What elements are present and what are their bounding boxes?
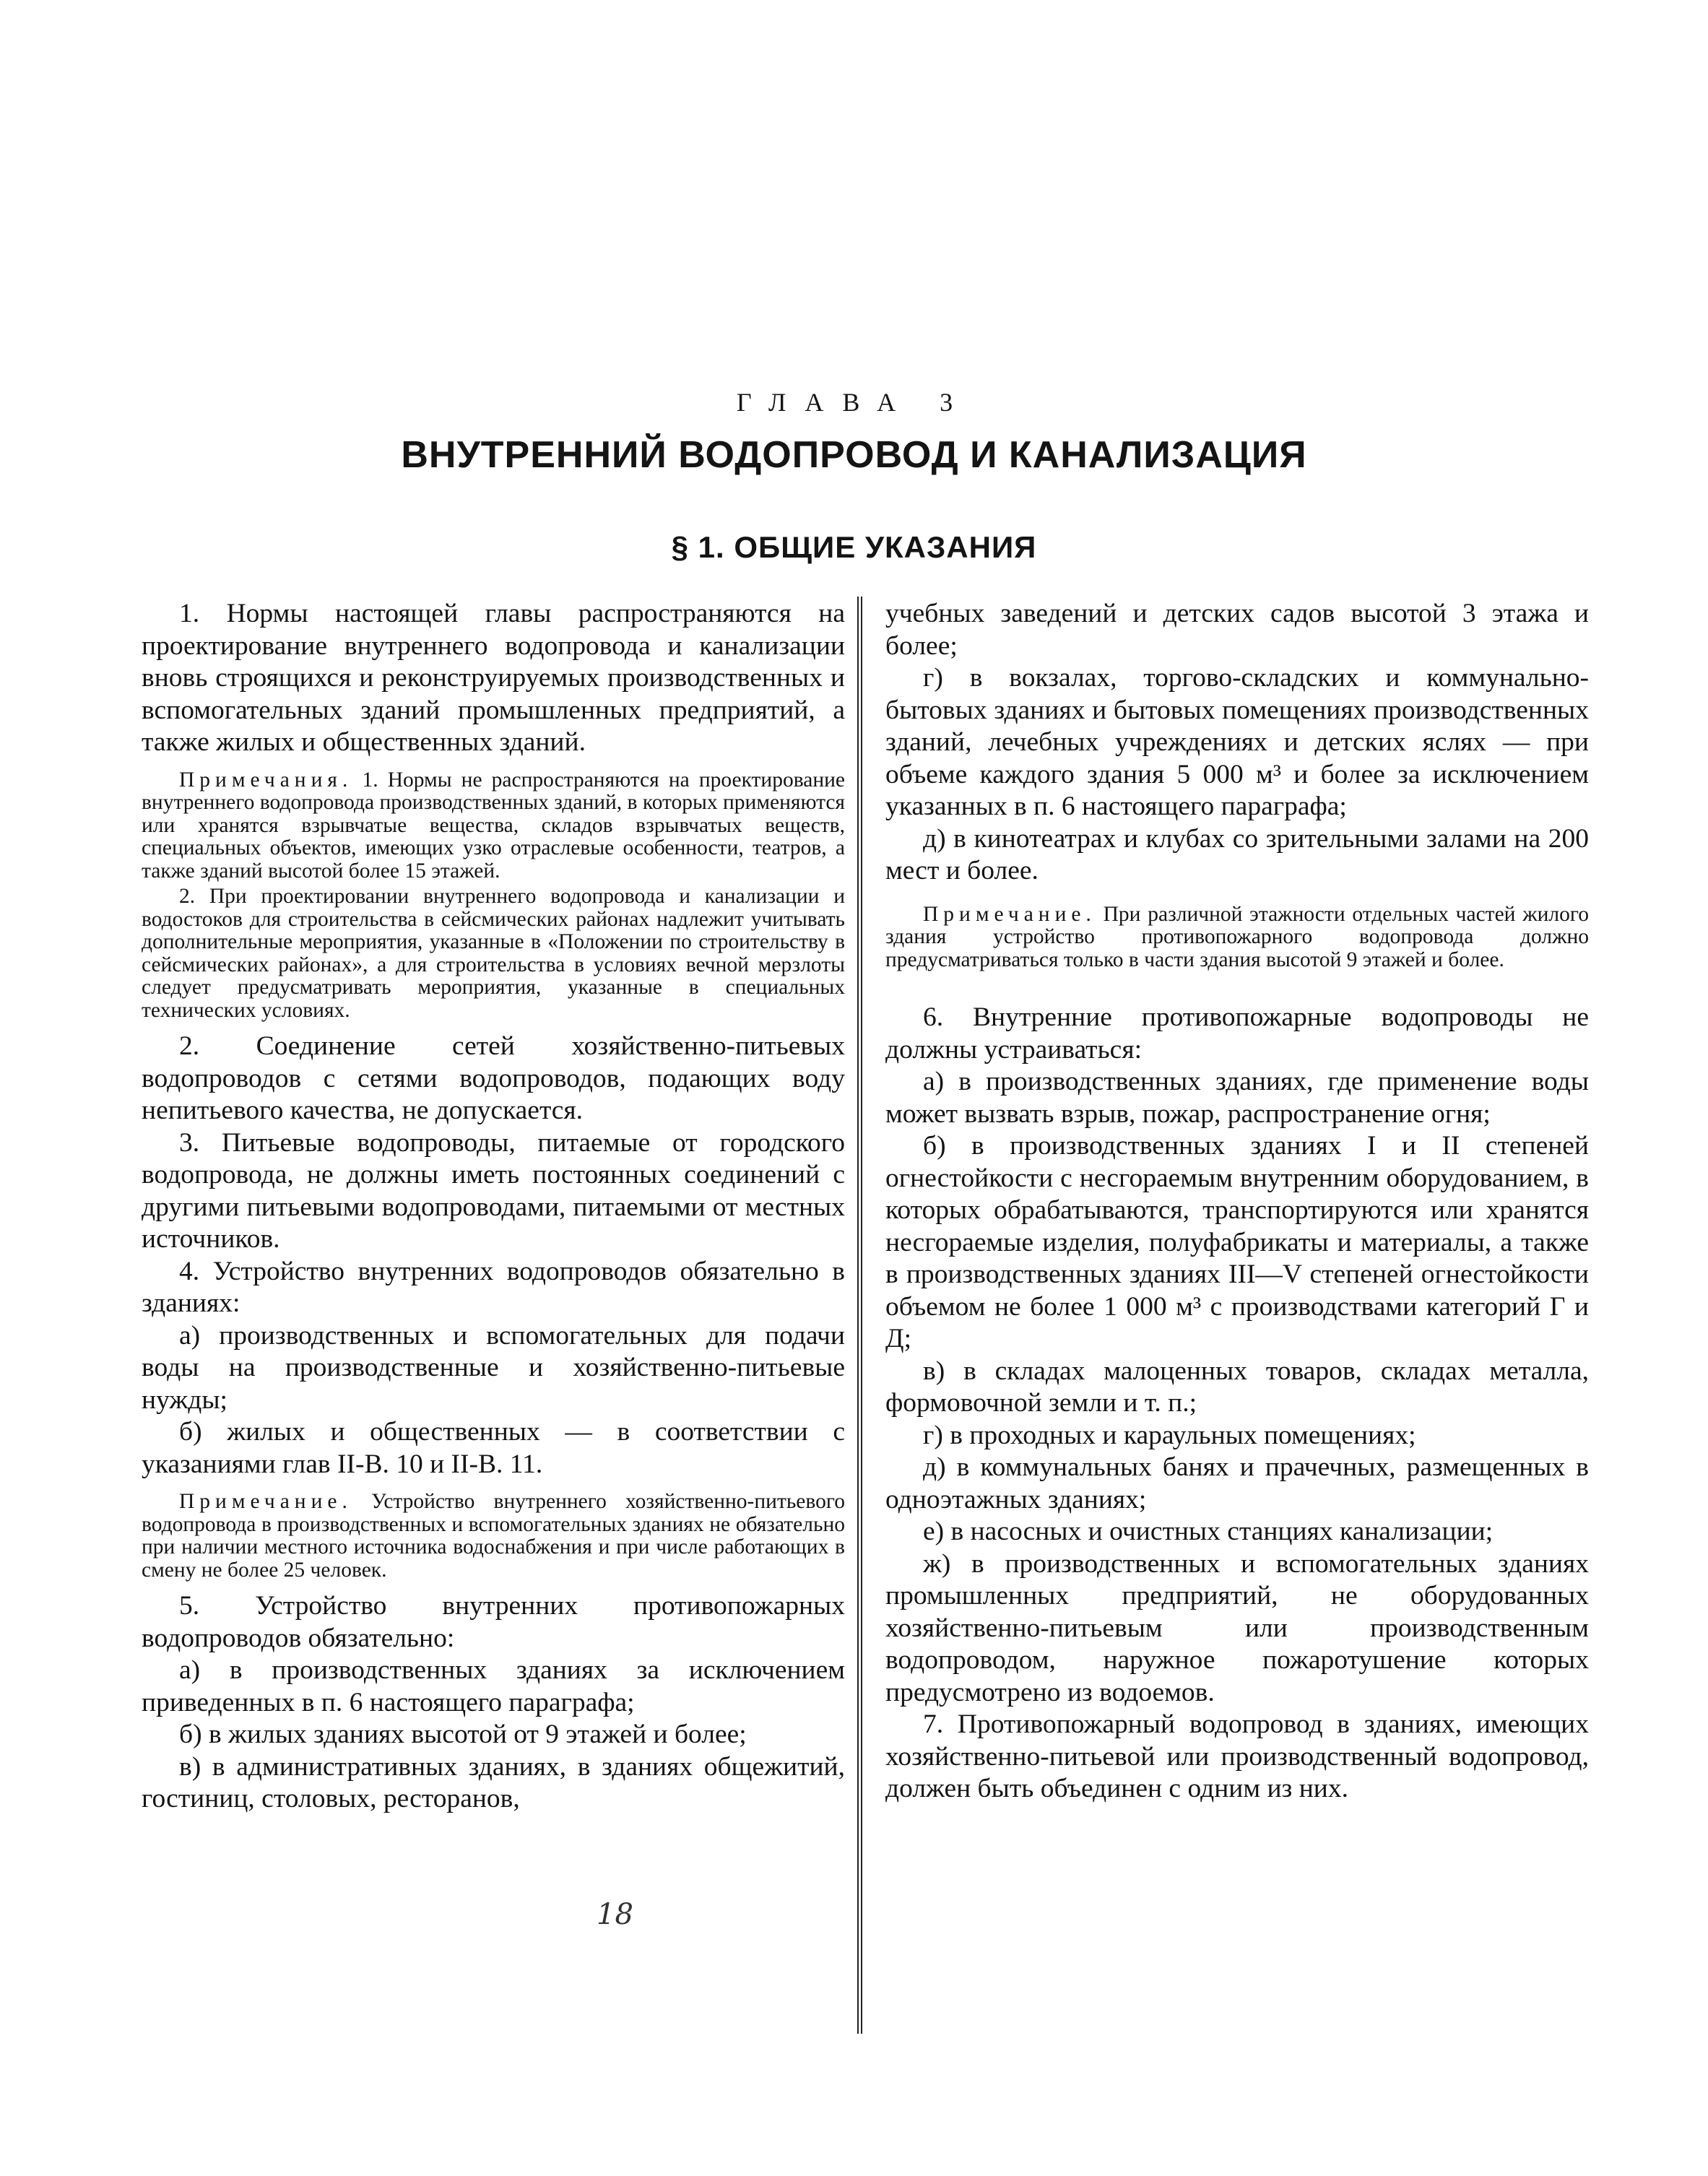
- paragraph-6b: б) в производственных зданиях I и II степеней огнестойкости с несгораемым внутренним оборудованием, в которых обрабатываются, транспортируются или хранятся несгораемые изделия, полуфабрикаты и материалы, а также в производственных зданиях III—V степеней огнестойкости объемом не более 1 000 м³ с производствами категорий Г и Д;: [885, 1131, 1589, 1353]
- note-3-text: Устройство внутреннего хозяйственно-питьевого водопровода в производственных и вспомогательных зданиях не обязательно при наличии местного источника водоснабжения и при числе работающих в смену не более 25 человек.: [142, 1490, 845, 1582]
- handwritten-page-mark: 18: [597, 1898, 633, 1931]
- paragraph-6a: а) в производственных зданиях, где применение воды может вызвать взрыв, пожар, распространение огня;: [885, 1067, 1589, 1129]
- note-4: [885, 903, 1589, 972]
- paragraph-5c: в) в административных зданиях, в зданиях общежитий, гостиниц, столовых, ресторанов,: [142, 1751, 845, 1813]
- chapter-label: ГЛАВА 3: [736, 388, 972, 417]
- paragraph-6g: г) в проходных и караульных помещениях;: [923, 1420, 1416, 1450]
- paragraph-5g: г) в вокзалах, торгово-складских и коммунально-бытовых зданиях и бытовых помещениях производственных зданий, лечебных учреждениях и детских яслях — при объеме каждого здания 5 000 м³ и более за исключением указанных в п. 6 настоящего параграфа;: [885, 663, 1589, 821]
- paragraph-5a: а) в производственных зданиях за исключением приведенных в п. 6 настоящего параграфа;: [142, 1655, 845, 1717]
- chapter-title: ВНУТРЕННИЙ ВОДОПРОВОД И КАНАЛИЗАЦИЯ: [401, 434, 1307, 476]
- column-divider: [857, 597, 862, 2034]
- paragraph-1: 1. Нормы настоящей главы распространяются на проектирование внутреннего водопровода и канализации вновь строящихся и реконструируемых производственных и вспомогательных зданий промышленных предприятий, а также жилых и общественных зданий.: [142, 599, 845, 757]
- paragraph-4a: а) производственных и вспомогательных для подачи воды на производственные и хозяйственно-питьевые нужды;: [142, 1320, 845, 1415]
- note-4-label: Примечание.: [923, 902, 1096, 926]
- spacer: [885, 980, 1589, 1002]
- paragraph-4: 4. Устройство внутренних водопроводов обязательно в зданиях:: [142, 1256, 845, 1318]
- spacer: [885, 888, 1589, 893]
- paragraph-2: 2. Соединение сетей хозяйственно-питьевых водопроводов с сетями водопроводов, подающих воду непитьевого качества, не допускается.: [142, 1031, 845, 1125]
- section-title: § 1. ОБЩИЕ УКАЗАНИЯ: [671, 530, 1037, 564]
- paragraph-5: 5. Устройство внутренних противопожарных водопроводов обязательно:: [142, 1591, 845, 1653]
- note-1: [142, 769, 845, 883]
- paragraph-7: 7. Противопожарный водопровод в зданиях, имеющих хозяйственно-питьевой или производственный водопровод, должен быть объединен с одним из них.: [885, 1709, 1589, 1803]
- note-2: 2. При проектировании внутреннего водопровода и канализации и водостоков для строительства в сейсмических районах надлежит учитывать дополнительные мероприятия, указанные в «Положении по строительству в сейсмических районах», а для строительства в условиях вечной мерзлоты следует предусматривать мероприятия, указанные в специальных технических условиях.: [142, 885, 845, 1022]
- note-1-text: 1. Нормы не распространяются на проектирование внутреннего водопровода производственных зданий, в которых применяются или хранятся взрывчатые вещества, складов взрывчатых веществ, специальных объектов, имеющих узко отраслевые особенности, театров, а также зданий высотой более 15 этажей.: [142, 768, 846, 883]
- paragraph-6d: д) в коммунальных банях и прачечных, размещенных в одноэтажных зданиях;: [885, 1452, 1589, 1514]
- note-3-label: Примечание.: [179, 1490, 352, 1513]
- left-column: [142, 598, 845, 1816]
- paragraph-5c-continued: учебных заведений и детских садов высотой 3 этажа и более;: [885, 599, 1589, 661]
- note-4-text: При различной этажности отдельных частей жилого здания устройство противопожарного водопровода должно предусматриваться только в части здания высотой 9 этажей и более.: [885, 902, 1589, 971]
- note-1-label: Примечания.: [179, 768, 353, 792]
- paragraph-3: 3. Питьевые водопроводы, питаемые от городского водопровода, не должны иметь постоянных соединений с другими питьевыми водопроводами, питаемыми от местных источников.: [142, 1127, 845, 1254]
- paragraph-5d: д) в кинотеатрах и клубах со зрительными залами на 200 мест и более.: [885, 823, 1589, 885]
- paragraph-4b: б) жилых и общественных — в соответствии с указаниями глав II-В. 10 и II-В. 11.: [142, 1417, 845, 1479]
- note-3: [142, 1491, 845, 1582]
- paragraph-6zh: ж) в производственных и вспомогательных зданиях промышленных предприятий, не оборудованных хозяйственно-питьевым или производственным водопроводом, наружное пожаротушение которых предусмотрено из водоемов.: [885, 1548, 1589, 1707]
- right-column: [885, 598, 1589, 1806]
- paragraph-6e: е) в насосных и очистных станциях канализации;: [923, 1517, 1494, 1546]
- paragraph-6: 6. Внутренние противопожарные водопроводы не должны устраиваться:: [885, 1002, 1589, 1065]
- paragraph-5b: б) в жилых зданиях высотой от 9 этажей и более;: [179, 1720, 747, 1749]
- paragraph-6v: в) в складах малоценных товаров, складах металла, формовочной земли и т. п.;: [885, 1356, 1589, 1418]
